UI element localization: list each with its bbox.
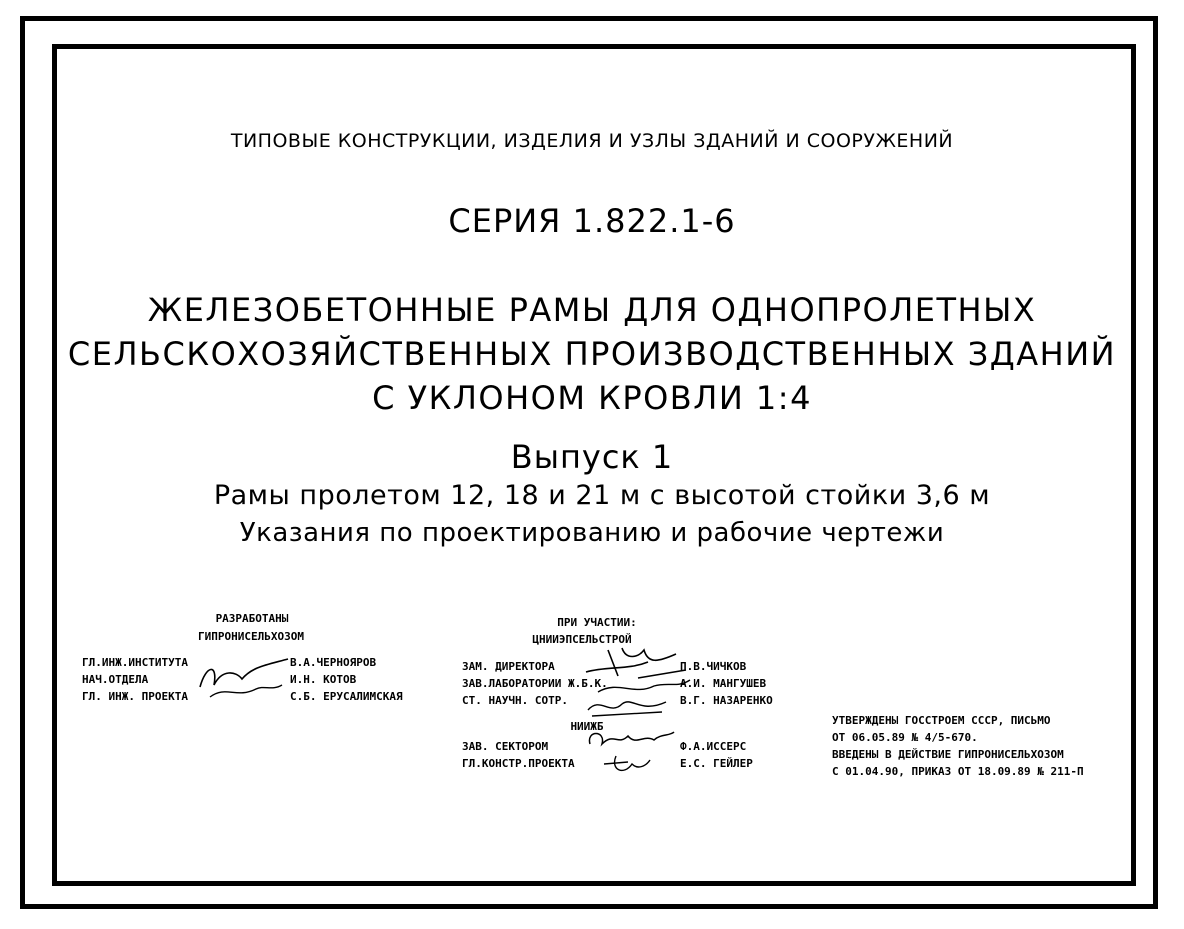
category-heading: ТИПОВЫЕ КОНСТРУКЦИИ, ИЗДЕЛИЯ И УЗЛЫ ЗДАНИЙ И СООРУЖЕНИЙ [230, 130, 954, 152]
developed-name-1: В.А.ЧЕРНОЯРОВ [290, 656, 377, 669]
developed-name-3: С.Б. ЕРУСАЛИМСКАЯ [290, 690, 403, 703]
niizhb-name-2: Е.С. ГЕЙЛЕР [680, 757, 753, 770]
title-line-2: СЕЛЬСКОХОЗЯЙСТВЕННЫХ ПРОИЗВОДСТВЕННЫХ ЗДАНИЙ [67, 335, 1117, 373]
approval-line-2: ОТ 06.05.89 № 4/5-670. [832, 731, 978, 744]
developed-org: ГИПРОНИСЕЛЬХОЗОМ [198, 630, 304, 643]
notes-description: Указания по проектированию и рабочие чертежи [239, 518, 945, 548]
approval-line-1: УТВЕРЖДЕНЫ ГОССТРОЕМ СССР, ПИСЬМО [832, 714, 1051, 727]
approval-note [832, 712, 1084, 780]
participation-org: ЦНИИЭПСЕЛЬСТРОЙ [532, 633, 632, 646]
developed-position-2: НАЧ.ОТДЕЛА [82, 673, 149, 686]
signature-issers [580, 722, 680, 782]
participation-name-3: В.Г. НАЗАРЕНКО [680, 694, 773, 707]
participation-position-1: ЗАМ. ДИРЕКТОРА [462, 660, 555, 673]
signature-nazarenko [582, 692, 672, 722]
niizhb-position-2: ГЛ.КОНСТР.ПРОЕКТА [462, 757, 575, 770]
participation-name-2: А.И. МАНГУШЕВ [680, 677, 767, 690]
title-line-1: ЖЕЛЕЗОБЕТОННЫЕ РАМЫ ДЛЯ ОДНОПРОЛЕТНЫХ [147, 291, 1037, 329]
participation-heading: ПРИ УЧАСТИИ: [557, 616, 637, 629]
participation-name-1: П.В.ЧИЧКОВ [680, 660, 747, 673]
developed-position-1: ГЛ.ИНЖ.ИНСТИТУТА [82, 656, 188, 669]
issue-label: Выпуск 1 [510, 438, 674, 476]
approval-line-3: ВВЕДЕНЫ В ДЕЙСТВИЕ ГИПРОНИСЕЛЬХОЗОМ [832, 748, 1064, 761]
title-line-3: С УКЛОНОМ КРОВЛИ 1:4 [372, 379, 812, 417]
participation-position-2: ЗАВ.ЛАБОРАТОРИИ Ж.Б.К. [462, 677, 608, 690]
participation-position-3: СТ. НАУЧН. СОТР. [462, 694, 568, 707]
developed-name-2: И.Н. КОТОВ [290, 673, 357, 686]
document-title [0, 288, 1184, 420]
developed-heading: РАЗРАБОТАНЫ [215, 612, 289, 625]
signature-chernoyarov [196, 645, 296, 715]
niizhb-name-1: Ф.А.ИССЕРС [680, 740, 747, 753]
developed-position-3: ГЛ. ИНЖ. ПРОЕКТА [82, 690, 188, 703]
approval-line-4: С 01.04.90, ПРИКАЗ ОТ 18.09.89 № 211-П [832, 765, 1084, 778]
series-title: СЕРИЯ 1.822.1-6 [448, 202, 736, 240]
frames-description: Рамы пролетом 12, 18 и 21 м с высотой стойки 3,6 м [213, 480, 991, 511]
niizhb-heading: НИИЖБ [570, 720, 604, 733]
niizhb-position-1: ЗАВ. СЕКТОРОМ [462, 740, 549, 753]
